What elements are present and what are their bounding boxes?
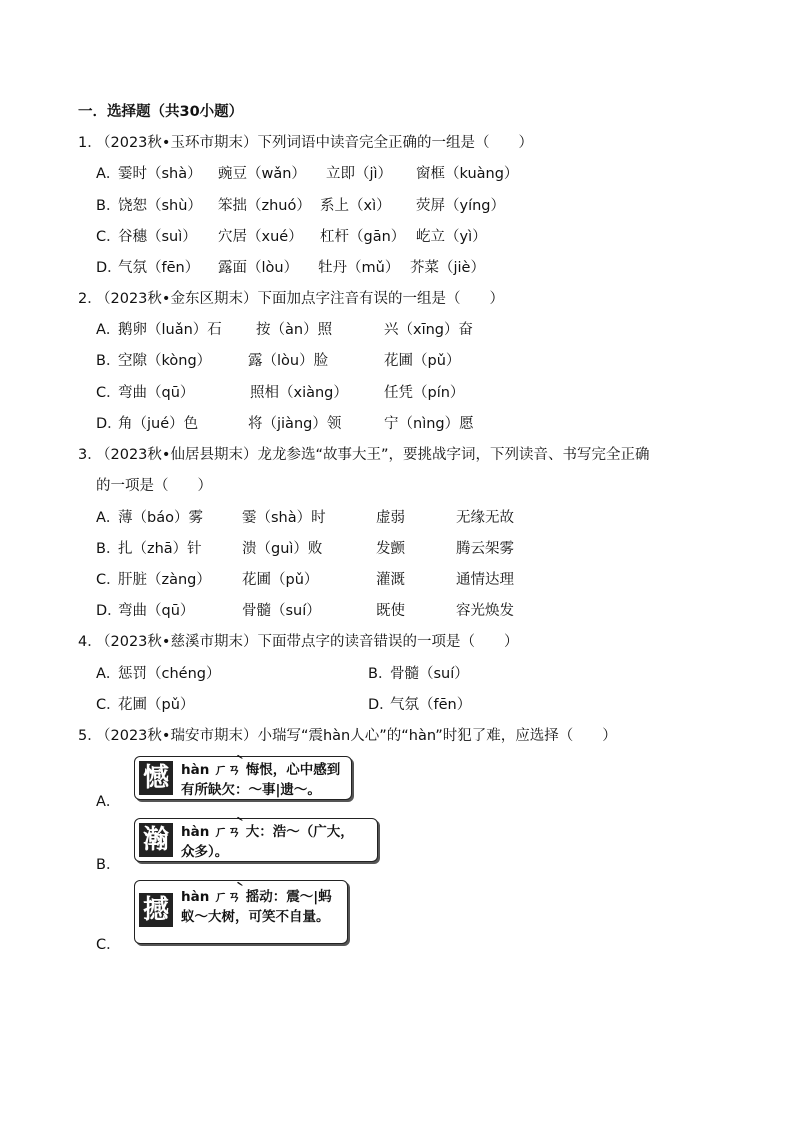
question-number: 1． — [78, 135, 102, 151]
option-item: 花圃（pǔ） — [384, 353, 461, 369]
question-2 — [78, 287, 504, 308]
option-item: 豌豆（wǎn） — [218, 166, 306, 182]
q4-option-b[interactable] — [368, 662, 469, 682]
question-number: 5． — [78, 728, 102, 744]
option-item: 弯曲（qū） — [118, 385, 195, 401]
q4-option-d[interactable] — [368, 693, 472, 713]
q5-option-c-label[interactable]: C． — [96, 937, 121, 953]
option-item: 无缘无故 — [456, 510, 514, 526]
option-item: 笨拙（zhuó） — [218, 198, 311, 214]
question-stem: （2023秋•瑞安市期末）小瑞写“震hàn人心”的“hàn”时犯了难，应选择（ ） — [96, 728, 617, 744]
q2-option-c[interactable] — [96, 381, 465, 401]
q3-option-b[interactable] — [96, 537, 514, 557]
option-label: C． — [96, 697, 121, 713]
option-label: D． — [368, 697, 394, 713]
option-item: 杠杆（gān） — [320, 229, 406, 245]
option-label: C． — [96, 385, 121, 401]
q4-option-c[interactable] — [96, 693, 195, 713]
option-item: 荧屏（yíng） — [416, 198, 506, 214]
option-item: 骨髓（suí） — [242, 603, 321, 619]
dictionary-definition: hàn ㄏㄢ̀ 悔恨，心中感到 有所缺欠：～事|遗～。 — [181, 762, 341, 798]
option-item: 鹅卵（luǎn）石 — [118, 322, 222, 338]
question-stem-continued: 的一项是（ ） — [96, 478, 212, 494]
option-item: 谷穗（suì） — [118, 229, 197, 245]
question-number: 3． — [78, 447, 102, 463]
option-item: 花圃（pǔ） — [242, 572, 319, 588]
option-item: 容光焕发 — [456, 603, 514, 619]
option-item: 任凭（pín） — [384, 385, 465, 401]
question-stem: （2023秋•金东区期末）下面加点字注音有误的一组是（ ） — [96, 291, 504, 307]
option-item: 立即（jì） — [326, 166, 393, 182]
dictionary-definition: hàn ㄏㄢ̀ 大：浩～（广大， 众多）。 — [181, 824, 354, 860]
option-item: 露（lòu）脸 — [248, 353, 329, 369]
q1-option-d[interactable] — [96, 256, 485, 276]
option-item: 腾云架雾 — [456, 541, 514, 557]
option-item: 肝脏（zàng） — [118, 572, 211, 588]
option-item: 芥菜（jiè） — [410, 260, 485, 276]
option-item: 扎（zhā）针 — [118, 541, 202, 557]
question-number: 2． — [78, 291, 102, 307]
option-label: A． — [96, 510, 121, 526]
q5-option-b-label[interactable]: B． — [96, 857, 121, 873]
option-item: 兴（xīng）奋 — [384, 322, 474, 338]
question-4 — [78, 630, 518, 651]
option-item: 溃（guì）败 — [242, 541, 323, 557]
option-label: B． — [96, 198, 121, 214]
option-item: 露面（lòu） — [218, 260, 299, 276]
option-label: D． — [96, 416, 122, 432]
option-label: A． — [96, 322, 121, 338]
option-label: B． — [368, 666, 393, 682]
question-stem: （2023秋•玉环市期末）下列词语中读音完全正确的一组是（ ） — [96, 135, 533, 151]
option-item: 系上（xì） — [320, 198, 391, 214]
q4-option-a[interactable] — [96, 662, 221, 682]
q2-option-b[interactable] — [96, 349, 461, 369]
option-item: 宁（nìng）愿 — [384, 416, 474, 432]
option-item: 空隙（kòng） — [118, 353, 212, 369]
option-item: 灌溉 — [376, 572, 405, 588]
dictionary-character: 瀚 — [139, 823, 173, 857]
option-item: 惩罚（chéng） — [118, 666, 221, 682]
option-label: A． — [96, 166, 121, 182]
q2-option-a[interactable] — [96, 318, 474, 338]
option-item: 骨髓（suí） — [390, 666, 469, 682]
dictionary-definition: hàn ㄏㄢ̀ 摇动：震～|蚂 蚁～大树，可笑不自量。 — [181, 889, 332, 925]
q5-option-b-dictionary-card[interactable] — [134, 818, 378, 862]
question-3 — [78, 443, 649, 464]
option-item: 屹立（yì） — [416, 229, 487, 245]
option-label: B． — [96, 353, 121, 369]
option-item: 霎时（shà） — [118, 166, 202, 182]
dictionary-character: 撼 — [139, 893, 173, 927]
option-label: D． — [96, 603, 122, 619]
option-label: B． — [96, 541, 121, 557]
question-1 — [78, 131, 533, 152]
option-item: 牡丹（mǔ） — [318, 260, 400, 276]
q5-option-a-label[interactable]: A． — [96, 794, 121, 810]
option-item: 霎（shà）时 — [242, 510, 326, 526]
question-stem: （2023秋•仙居县期末）龙龙参选“故事大王”，要挑战字词，下列读音、书写完全正确 — [96, 447, 650, 463]
q3-option-c[interactable] — [96, 568, 514, 588]
option-item: 弯曲（qū） — [118, 603, 195, 619]
option-item: 气氛（fēn） — [390, 697, 472, 713]
option-item: 发颤 — [376, 541, 405, 557]
option-item: 按（àn）照 — [256, 322, 333, 338]
q1-option-a[interactable] — [96, 162, 519, 182]
option-label: D． — [96, 260, 122, 276]
q2-option-d[interactable] — [96, 412, 474, 432]
q3-option-a[interactable] — [96, 506, 514, 526]
dictionary-character: 憾 — [139, 761, 173, 795]
option-item: 花圃（pǔ） — [118, 697, 195, 713]
option-item: 气氛（fēn） — [118, 260, 200, 276]
option-label: A． — [96, 666, 121, 682]
q3-option-d[interactable] — [96, 599, 514, 619]
option-item: 薄（báo）雾 — [118, 510, 203, 526]
option-item: 照相（xiàng） — [250, 385, 348, 401]
option-item: 角（jué）色 — [118, 416, 199, 432]
section-title: 一．选择题（共30小题） — [78, 104, 244, 120]
question-stem: （2023秋•慈溪市期末）下面带点字的读音错误的一项是（ ） — [96, 634, 519, 650]
question-number: 4． — [78, 634, 102, 650]
q5-option-a-dictionary-card[interactable] — [134, 756, 352, 800]
option-item: 穴居（xué） — [218, 229, 303, 245]
option-item: 将（jiàng）领 — [248, 416, 342, 432]
option-item: 饶恕（shù） — [118, 198, 202, 214]
option-label: C． — [96, 572, 121, 588]
option-item: 窗框（kuàng） — [416, 166, 519, 182]
option-label: C． — [96, 229, 121, 245]
option-item: 虚弱 — [376, 510, 405, 526]
question-5 — [78, 724, 617, 745]
q5-option-c-dictionary-card[interactable] — [134, 880, 348, 944]
q1-option-b[interactable] — [96, 194, 506, 214]
option-item: 通情达理 — [456, 572, 514, 588]
option-item: 既使 — [376, 603, 405, 619]
q1-option-c[interactable] — [96, 225, 487, 245]
